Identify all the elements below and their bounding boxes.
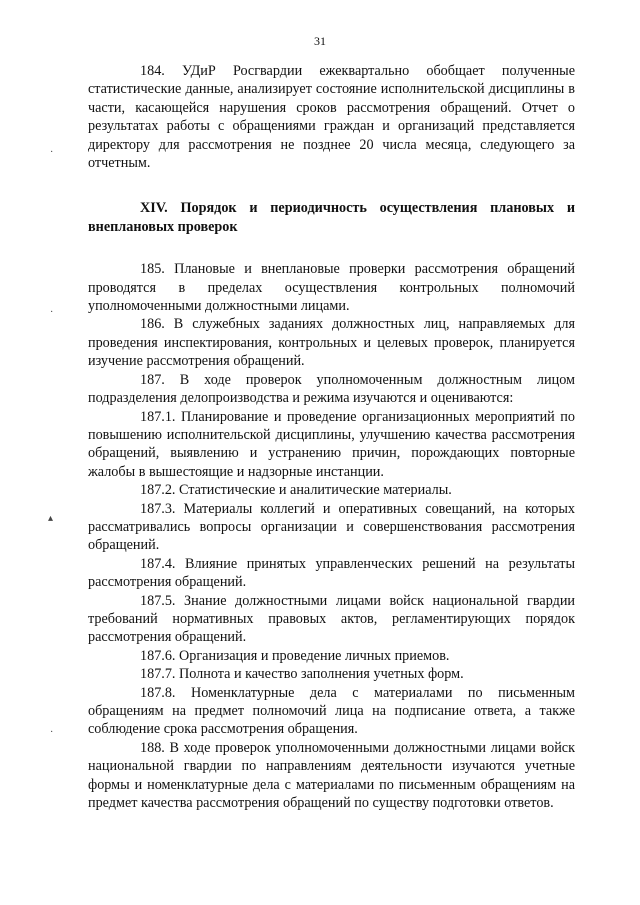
scan-mark: ▴ [48,513,54,524]
paragraph-187-6: 187.6. Организация и проведение личных приемов. [140,647,450,664]
page-content [88,62,575,812]
paragraph-186: 186. В служебных заданиях должностных лиц, направляемых для проведения инспектирования, контрольных и целевых проверок, планируется изучение рассмотрения обращений. [88,316,575,370]
section-heading: XIV. Порядок и периодичность осуществления плановых и внеплановых проверок [88,200,575,235]
paragraph-187-3: 187.3. Материалы коллегий и оперативных совещаний, на которых рассматривались вопросы организации и совершенствования рассмотрения обращений. [88,500,575,554]
paragraph-187-7: 187.7. Полнота и качество заполнения учетных форм. [140,666,464,683]
paragraph-187: 187. В ходе проверок уполномоченным должностным лицом подразделения делопроизводства и режима изучаются и оцениваются: [88,371,575,407]
paragraph-187-8: 187.8. Номенклатурные дела с материалами по письменным обращениям на предмет полномочий лица на подписание ответа, а также соблюдение срока рассмотрения обращения. [88,684,575,738]
paragraph-188: 188. В ходе проверок уполномоченными должностными лицами войск национальной гвардии по направлениям деятельности изучаются учетные формы и номенклатурные дела с материалами по письменным обращениям на предмет качества рассмотрения обращений по существу подготовки ответов. [88,739,575,812]
paragraph-187-2: 187.2. Статистические и аналитические материалы. [140,482,452,499]
paragraph-184: 184. УДиР Росгвардии ежеквартально обобщает полученные статистические данные, анализирует состояние исполнительской дисциплины в части, касающейся нарушения сроков рассмотрения обращений. Отчет о результатах работы с обращениями граждан и организаций представляется директору для рассмотрения не позднее 20 числа месяца, следующего за отчетным. [88,63,575,172]
page-number: 31 [314,34,326,48]
scan-mark: · [50,307,54,318]
paragraph-187-5: 187.5. Знание должностными лицами войск национальной гвардии требований нормативных правовых актов, регламентирующих порядок рассмотрения обращений. [88,592,575,646]
scan-mark: · [50,727,54,738]
paragraph-185: 185. Плановые и внеплановые проверки рассмотрения обращений проводятся в пределах осуществления контрольных полномочий уполномоченными должностными лицами. [88,261,575,315]
paragraph-187-1: 187.1. Планирование и проведение организационных мероприятий по повышению исполнительской дисциплины, улучшению качества рассмотрения обращений, выявлению и устранению причин, порождающих повторные жалобы в вышестоящие и надзорные инстанции. [88,408,575,480]
paragraph-187-4: 187.4. Влияние принятых управленческих решений на результаты рассмотрения обращений. [88,555,575,591]
scan-mark: · [50,147,54,158]
